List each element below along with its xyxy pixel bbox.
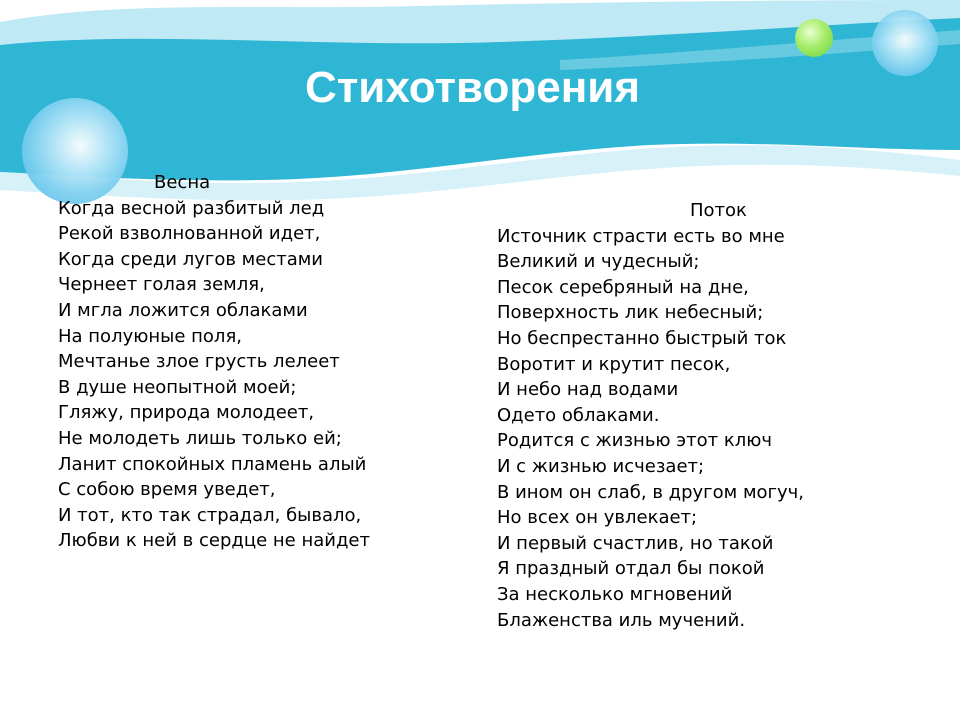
slide-title: Стихотворения [304,63,641,112]
poem-line: И первый счастлив, но такой [497,532,774,554]
poem-line: И тот, кто так страдал, бывало, [58,504,362,526]
poem-line: Ланит спокойных пламень алый [58,453,367,475]
poem-line: С собою время уведет, [58,479,276,501]
poem-line: Одето облаками. [497,404,660,426]
poem-line: В ином он слаб, в другом могуч, [497,481,805,503]
poem-line: И мгла ложится облаками [58,299,308,321]
poem-line: Родится с жизнью этот ключ [497,430,773,452]
poem-line: Не молодеть лишь только ей; [58,427,342,449]
poem-line: За несколько мгновений [497,583,733,605]
poem-line: В душе неопытной моей; [58,376,297,398]
poem-line: Когда весной разбитый лед [58,197,325,219]
poem-line: Рекой взволнованной идет, [58,223,321,245]
poem-line: На полуюные поля, [58,325,242,347]
poem-line: Поверхность лик небесный; [497,302,764,324]
poem-line: Мечтанье злое грусть лелеет [58,351,340,373]
poem-line: Чернеет голая земля, [58,274,265,296]
poem-title: Весна [154,172,211,193]
poem-line: Воротит и крутит песок, [497,353,731,375]
poem-line: Любви к ней в сердце не найдет [58,530,370,552]
poem-line: Блаженства иль мучений. [497,609,746,631]
decorative-bubble-green [795,19,833,57]
poem-potok [497,198,804,633]
poem-line: И небо над водами [497,379,679,401]
poem-line: И с жизнью исчезает; [497,455,705,477]
poem-vesna [58,170,370,554]
poem-title: Поток [690,200,747,221]
poem-line: Я праздный отдал бы покой [497,558,765,580]
poem-line: Песок серебряный на дне, [497,276,749,298]
poem-line: Но всех он увлекает; [497,507,698,529]
poem-line: Источник страсти есть во мне [497,225,785,247]
poem-line: Гляжу, природа молодеет, [58,402,315,424]
poem-line: Но беспрестанно быстрый ток [497,327,787,349]
poem-line: Великий и чудесный; [497,251,700,273]
poem-line: Когда среди лугов местами [58,248,324,270]
